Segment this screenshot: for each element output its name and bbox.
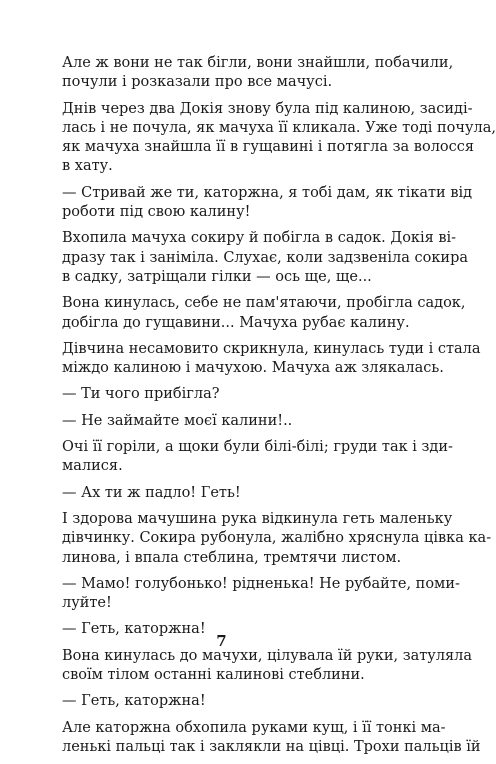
text-line: малися. [62, 458, 123, 475]
text-line: Але каторжна обхопила руками кущ, і її тонкі ма- [62, 719, 446, 736]
text-line: — Геть, каторжна! [62, 621, 206, 638]
page-number: 7 [216, 632, 227, 650]
paragraph [62, 719, 481, 758]
text-line: Вона кинулась до мачухи, цілувала їй руки, затуляла [62, 647, 473, 664]
text-line: міждо калиною і мачухою. Мачуха аж злякалась. [62, 360, 444, 377]
text-line: Очі її горіли, а щоки були білі-білі; груди так і зди- [62, 439, 453, 456]
paragraph [62, 54, 454, 93]
text-line: — Ти чого прибігла? [62, 386, 220, 403]
text-line: — Мамо! голубонько! рідненька! Не рубайте, поми- [62, 575, 460, 592]
text-line: роботи під свою калину! [62, 204, 251, 221]
text-line: Днів через два Докія знову була під калиною, засиді- [62, 100, 473, 117]
text-line: почули і розказали про все мачусі. [62, 74, 333, 91]
paragraph [62, 340, 481, 379]
text-line: Вхопила мачуха сокиру й побігла в садок. Докія ві- [62, 230, 457, 247]
paragraph [62, 229, 469, 287]
text-line: ленькі пальці так і заклякли на цівці. Трохи пальців їй [62, 738, 481, 755]
book-page-text [62, 54, 496, 764]
text-line: луйте! [62, 595, 112, 612]
paragraph [62, 692, 386, 711]
text-line: в хату. [62, 158, 113, 175]
text-line: в садку, затріщали гілки — ось ще, ще... [62, 268, 372, 285]
paragraph [62, 484, 386, 503]
text-line: як мачуха знайшла її в гущавині і потягла за волосся [62, 139, 475, 156]
paragraph [62, 294, 466, 333]
text-line: Але ж вони не так бігли, вони знайшли, побачили, [62, 55, 454, 71]
text-line: Вона кинулась, себе не пам'ятаючи, пробігла садок, [62, 295, 466, 312]
paragraph [62, 100, 496, 177]
text-line: — Не займайте моєї калини!.. [62, 412, 293, 429]
text-line: дразу так і заніміла. Слухає, коли задзвеніла сокира [62, 249, 469, 266]
text-line: добігла до гущавини... Мачуха рубає калину. [62, 314, 410, 331]
text-line: І здорова мачушина рука відкинула геть маленьку [62, 510, 453, 527]
paragraph [62, 510, 492, 568]
text-line: — Геть, каторжна! [62, 693, 206, 710]
paragraph [62, 438, 453, 477]
paragraph [62, 385, 386, 404]
paragraph [62, 647, 473, 686]
text-line: дівчинку. Сокира рубонула, жалібно хряснула цівка ка- [62, 530, 492, 547]
paragraph [62, 575, 460, 614]
text-line: линова, і впала стеблина, тремтячи листом. [62, 549, 402, 566]
text-line: — Ах ти ж падло! Геть! [62, 484, 241, 501]
paragraph [62, 184, 473, 223]
text-line: своїм тілом останні калинові стеблини. [62, 667, 365, 684]
text-line: Дівчина несамовито скрикнула, кинулась туди і стала [62, 340, 481, 357]
text-line: лась і не почула, як мачуха її кликала. Уже тоді почула, [62, 119, 496, 136]
paragraph [62, 412, 386, 431]
text-line: — Стривай же ти, каторжна, я тобі дам, як тікати від [62, 184, 473, 201]
